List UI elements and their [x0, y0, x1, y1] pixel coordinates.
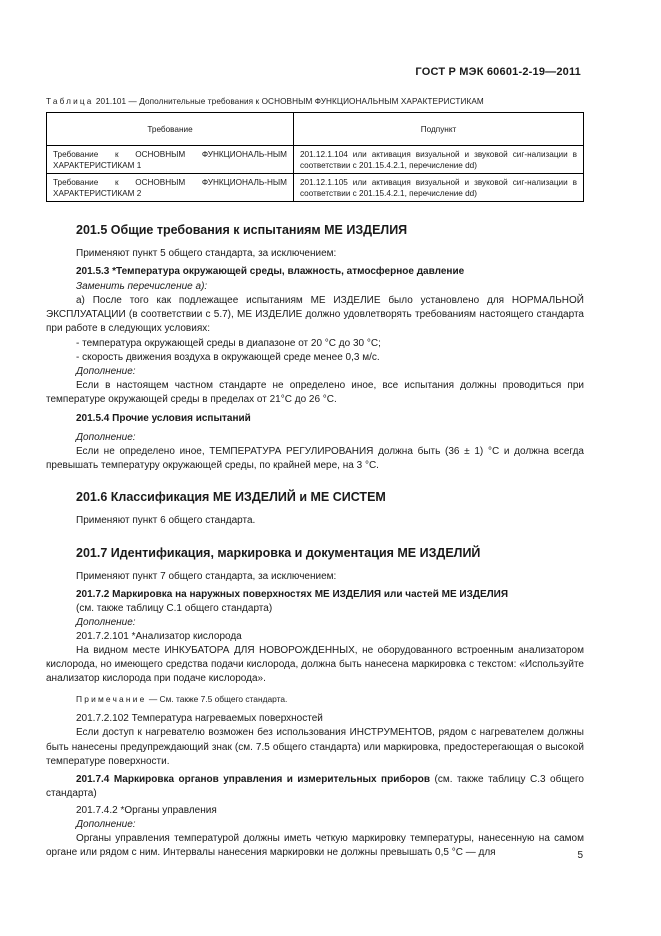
table-row — [47, 174, 584, 202]
page-number: 5 — [577, 850, 583, 861]
subsection-201-5-4-heading: 201.5.4 Прочие условия испытаний — [76, 413, 251, 425]
item-201-7-2-101-heading: 201.7.2.101 *Анализатор кислорода — [76, 630, 242, 642]
note — [46, 692, 584, 706]
table-header-row — [47, 113, 584, 146]
subsection-201-7-2-ref: (см. также таблицу С.1 общего стандарта) — [76, 602, 273, 614]
condition-temperature: - температура окружающей среды в диапазоне от 20 °С до 30 °С; — [76, 337, 381, 349]
table-caption-text: 201.101 — Дополнительные требования к ОСНОВНЫМ ФУНКЦИОНАЛЬНЫМ ХАРАКТЕРИСТИКАМ — [95, 97, 484, 106]
table-caption-word: Таблица — [46, 97, 94, 106]
table-cell-subclause: 201.12.1.104 или активация визуальной и звуковой сиг-нализации в соответствии с 201.15.4.2.1, перечисление dd) — [294, 146, 584, 174]
section-201-6-heading: 201.6 Классификация МЕ ИЗДЕЛИЙ и МЕ СИСТЕМ — [76, 490, 386, 505]
addition-label: Дополнение: — [76, 819, 136, 830]
table-cell-requirement: Требование к ОСНОВНЫМ ФУНКЦИОНАЛЬ-НЫМ ХАРАКТЕРИСТИКАМ 1 — [47, 146, 294, 174]
item-201-7-4-2-heading: 201.7.4.2 *Органы управления — [76, 804, 217, 816]
note-text: — См. также 7.5 общего стандарта. — [148, 694, 288, 705]
item-201-7-2-101-text: На видном месте ИНКУБАТОРА ДЛЯ НОВОРОЖДЕННЫХ, не оборудованного встроенным анализатором кислорода, но имеющего средства подачи кислорода, должна быть нанесена маркировка с текстом: «Используйте анализатор кислорода при подаче кислорода». — [46, 644, 584, 685]
item-a-text: а) После того как подлежащее испытаниям МЕ ИЗДЕЛИЕ было установлено для НОРМАЛЬНОЙ ЭКСПЛУАТАЦИИ (в соответствии с 5.7), МЕ ИЗДЕЛИЕ должно удовлетворять требованиям настоящего стандарта при работе в следующих условиях: — [46, 295, 584, 335]
section-201-5-intro: Применяют пункт 5 общего стандарта, за исключением: — [76, 248, 337, 259]
item-201-7-2-102-heading: 201.7.2.102 Температура нагреваемых поверхностей — [76, 713, 323, 725]
addition-label: Дополнение: — [76, 365, 136, 377]
item-201-7-2-102-text: Если доступ к нагревателю возможен без использования ИНСТРУМЕНТОВ, рядом с нагревателем должны быть нанесены предупреждающий знак (см. 7.5 общего стандарта) или маркировка, предостерегающая о высокой температуре поверхности. — [46, 727, 584, 767]
section-201-6-intro: Применяют пункт 6 общего стандарта. — [76, 515, 256, 527]
condition-air-speed: - скорость движения воздуха в окружающей среде менее 0,3 м/с. — [76, 351, 380, 363]
table-cell-requirement: Требование к ОСНОВНЫМ ФУНКЦИОНАЛЬ-НЫМ ХАРАКТЕРИСТИКАМ 2 — [47, 174, 294, 202]
subsection-201-7-2-heading: 201.7.2 Маркировка на наружных поверхностях МЕ ИЗДЕЛИЯ или частей МЕ ИЗДЕЛИЯ — [76, 588, 509, 600]
replace-label: Заменить перечисление а): — [76, 281, 208, 293]
note-word: Примечание — [76, 694, 147, 705]
table-header-requirement: Требование — [47, 113, 294, 146]
requirements-table — [46, 112, 584, 202]
item-201-7-4-2-text: Органы управления температурой должны иметь четкую маркировку температуры, нанесенную на самом органе или рядом с ним. Интервалы нанесения маркировки не должны превышать 0,5 °С — для — [46, 833, 584, 859]
section-201-5-heading: 201.5 Общие требования к испытаниям МЕ ИЗДЕЛИЯ — [76, 223, 408, 237]
table-caption — [46, 97, 586, 106]
table-header-subclause: Подпункт — [294, 113, 584, 146]
addition-label: Дополнение: — [76, 616, 136, 628]
standard-header: ГОСТ Р МЭК 60601-2-19—2011 — [415, 66, 581, 78]
addition-control-temperature: Если не определено иное, ТЕМПЕРАТУРА РЕГУЛИРОВАНИЯ должна быть (36 ± 1) °С и должна всегда превышать температуру окружающей среды, по крайней мере, на 3 °С. — [46, 446, 584, 472]
subsection-201-5-3-heading: 201.5.3 *Температура окружающей среды, влажность, атмосферное давление — [76, 266, 465, 278]
section-201-7-heading: 201.7 Идентификация, маркировка и документация МЕ ИЗДЕЛИЙ — [76, 545, 481, 560]
subsection-201-7-4-title: 201.7.4 Маркировка органов управления и измерительных приборов — [76, 773, 431, 785]
subsection-201-7-4-heading — [46, 773, 584, 801]
addition-test-temperature: Если в настоящем частном стандарте не определено иное, все испытания должны проводиться при температуре окружающей среды в пределах от 21°С до 26 °С. — [46, 379, 584, 405]
document-body — [46, 222, 584, 860]
section-201-7-intro: Применяют пункт 7 общего стандарта, за исключением: — [76, 570, 337, 582]
subsection-201-7-4-ref: (см. также таблицу С.3 общего стандарта) — [46, 773, 584, 799]
addition-label: Дополнение: — [76, 432, 136, 444]
table-cell-subclause: 201.12.1.105 или активация визуальной и звуковой сиг-нализации в соответствии с 201.15.4.2.1, перечисление dd) — [294, 174, 584, 202]
table-row — [47, 146, 584, 174]
